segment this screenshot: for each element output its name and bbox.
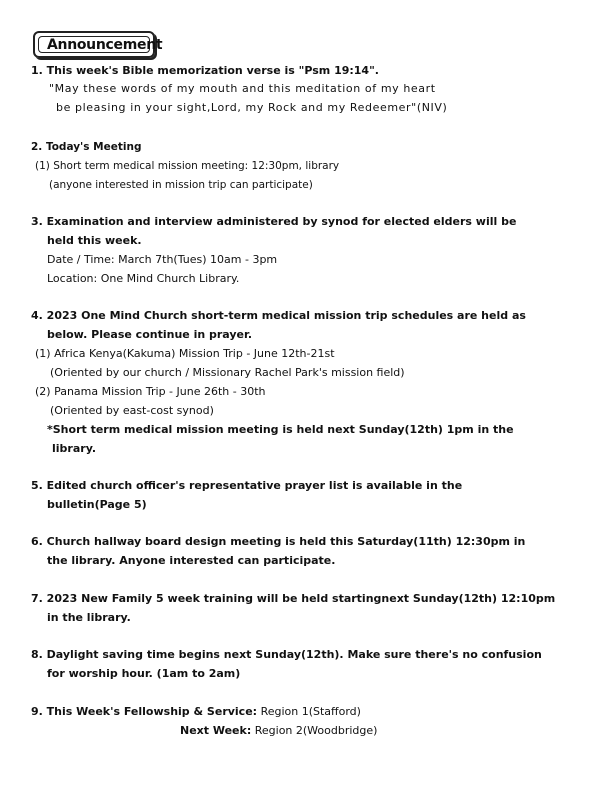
- item-4-meeting-note-cont: library.: [52, 442, 97, 455]
- item-4-line-1: 4. 2023 One Mind Church short-term medical mission trip schedules are held as: [31, 309, 526, 322]
- item-6-line-1: 6. Church hallway board design meeting is held this Saturday(11th) 12:30pm in: [31, 535, 526, 548]
- item-9-this-week: [31, 705, 361, 719]
- item-3-line-1: 3. Examination and interview administered by synod for elected elders will be: [31, 215, 517, 228]
- item-4-meeting-note: *Short term medical mission meeting is held next Sunday(12th) 1pm in the: [47, 423, 514, 436]
- item-1-verse-line-2: be pleasing in your sight,Lord, my Rock and my Redeemer"(NIV): [56, 101, 448, 114]
- item-2-heading: 2. Today's Meeting: [31, 141, 142, 153]
- page-title: Announcement: [47, 37, 163, 53]
- item-8-line-2: for worship hour. (1am to 2am): [47, 667, 241, 680]
- item-4-trip-2: (2) Panama Mission Trip - June 26th - 30th: [35, 385, 266, 398]
- item-9-next-label: Next Week:: [180, 724, 252, 737]
- item-5-line-1: 5. Edited church officer's representative prayer list is available in the: [31, 479, 463, 492]
- item-9-next-value: Region 2(Woodbridge): [254, 724, 378, 737]
- item-7-line-2: in the library.: [47, 611, 131, 624]
- item-1-line-1: 1. This week's Bible memorization verse is "Psm 19:14".: [31, 64, 379, 77]
- item-4-trip-2-note: (Oriented by east-cost synod): [50, 404, 214, 417]
- item-3-location: Location: One Mind Church Library.: [47, 272, 240, 285]
- item-9-label: 9. This Week's Fellowship & Service:: [31, 705, 258, 718]
- item-4-trip-1-note: (Oriented by our church / Missionary Rachel Park's mission field): [50, 366, 405, 379]
- item-7-line-1: 7. 2023 New Family 5 week training will be held startingnext Sunday(12th) 12:10pm: [31, 592, 556, 605]
- item-2-line-2: (anyone interested in mission trip can participate): [49, 179, 313, 191]
- item-2-line-1: (1) Short term medical mission meeting: 12:30pm, library: [35, 160, 340, 172]
- item-6-line-2: the library. Anyone interested can participate.: [47, 554, 336, 567]
- item-4-line-2: below. Please continue in prayer.: [47, 328, 253, 341]
- item-4-trip-1: (1) Africa Kenya(Kakuma) Mission Trip - June 12th-21st: [35, 347, 335, 360]
- item-3-line-2: held this week.: [47, 234, 142, 247]
- item-5-line-2: bulletin(Page 5): [47, 498, 147, 511]
- item-1-verse-line-1: "May these words of my mouth and this meditation of my heart: [49, 82, 436, 95]
- item-3-date: Date / Time: March 7th(Tues) 10am - 3pm: [47, 253, 278, 266]
- item-9-value: Region 1(Stafford): [260, 705, 361, 718]
- item-9-next-week: [180, 724, 377, 738]
- item-8-line-1: 8. Daylight saving time begins next Sunday(12th). Make sure there's no confusion: [31, 648, 542, 661]
